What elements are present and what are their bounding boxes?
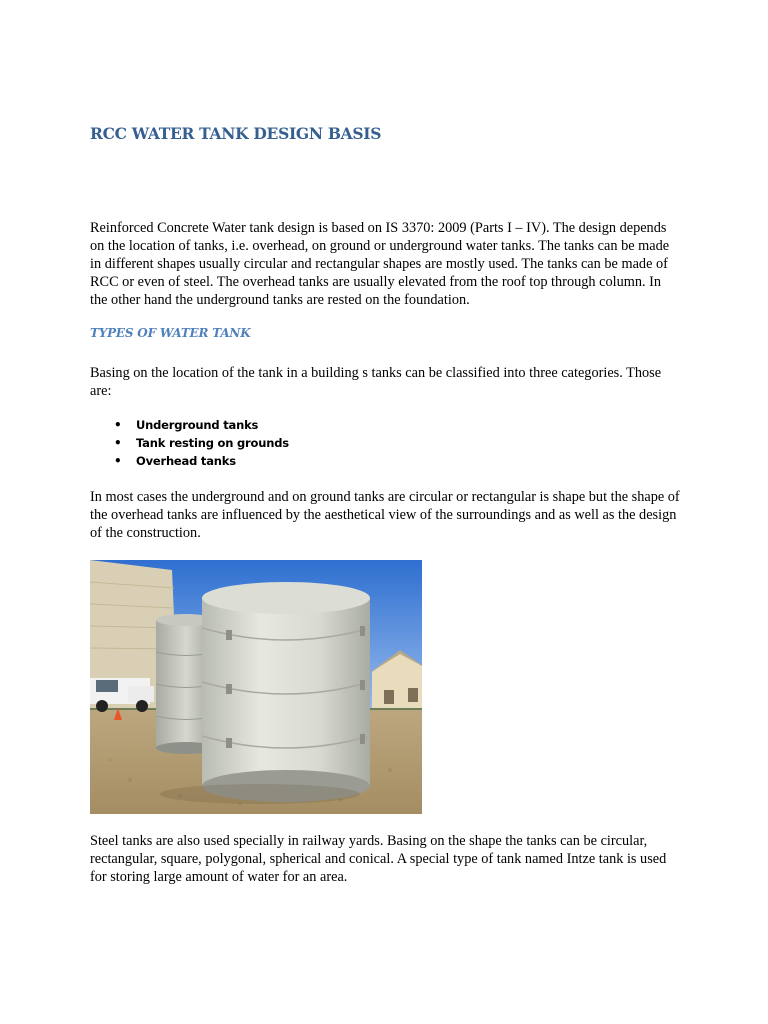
bullet-icon: •	[114, 418, 122, 432]
list-item	[90, 452, 289, 470]
page-title: RCC WATER TANK DESIGN BASIS	[90, 124, 382, 143]
bullet-icon: •	[114, 436, 122, 450]
shape-paragraph: In most cases the underground and on ground tanks are circular or rectangular is shape but the shape of the overhead tanks are influenced by the aesthetical view of the surroundings and as well as the design of the construction.	[90, 489, 680, 541]
intro-paragraph: Reinforced Concrete Water tank design is based on IS 3370: 2009 (Parts I – IV). The design depends on the location of tanks, i.e. overhead, on ground or underground water tanks. The tanks can be made in different shapes usually circular and rectangular shapes are mostly used. The tanks can be made of RCC or even of steel. The overhead tanks are usually elevated from the roof top through column. In the other hand the underground tanks are rested on the foundation.	[90, 220, 670, 308]
cylindrical-steel-tanks-photo-icon	[90, 560, 422, 814]
water-tanks-photo	[90, 560, 422, 814]
classification-paragraph: Basing on the location of the tank in a building s tanks can be classified into three categories. Those are:	[90, 365, 662, 399]
list-item-label: Tank resting on grounds	[136, 436, 289, 450]
list-item	[90, 434, 289, 452]
list-item-label: Overhead tanks	[136, 454, 236, 468]
list-item	[90, 416, 289, 434]
steel-tanks-paragraph: Steel tanks are also used specially in railway yards. Basing on the shape the tanks can be circular, rectangular, square, polygonal, spherical and conical. A special type of tank named Intze tank is used for storing large amount of water for an area.	[90, 833, 667, 885]
section-heading: TYPES OF WATER TANK	[90, 326, 251, 340]
tank-types-list	[90, 416, 289, 470]
list-item-label: Underground tanks	[136, 418, 259, 432]
bullet-icon: •	[114, 454, 122, 468]
